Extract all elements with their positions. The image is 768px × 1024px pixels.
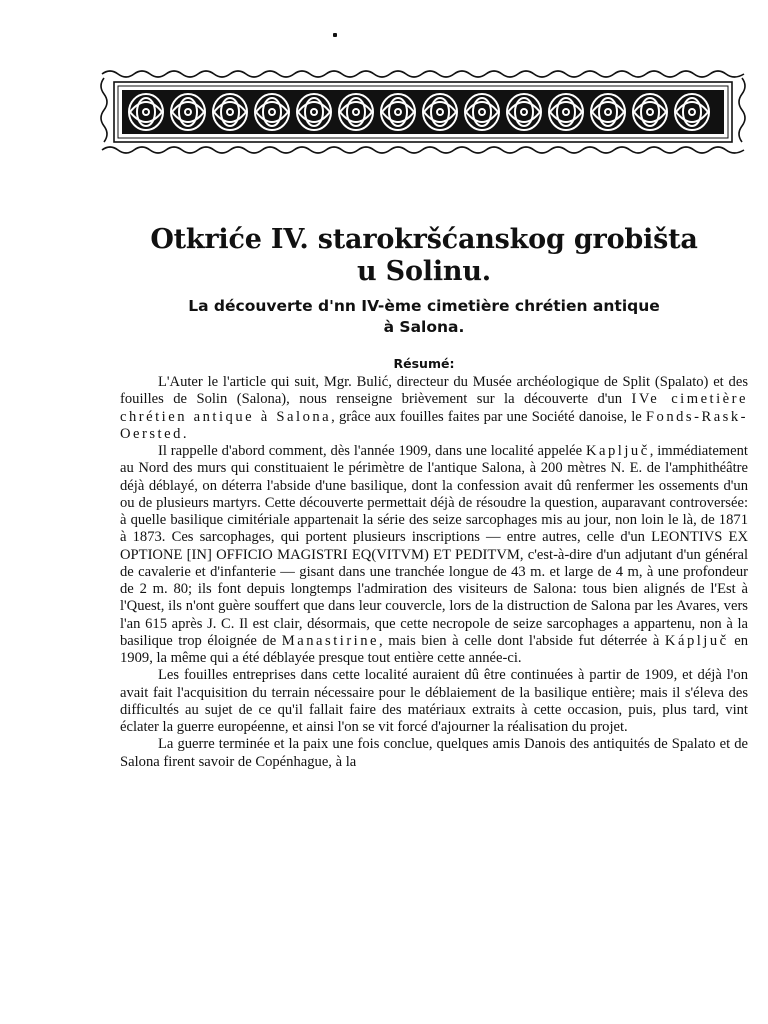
p2-text-e: , mais bien à celle dont l'abside fut déterrée à: [379, 632, 665, 649]
subtitle-line-2: à Salona.: [383, 318, 465, 336]
paragraph-3: Les fouilles entreprises dans cette localité auraient dû être continuées à partir de 1909, et déjà l'on avait fait l'acquisition du terrain nécessaire pour le déblaiement de la basilique entière; mais il s'éleva des difficultés au sujet de ce qu'il fallait faire des matériaux extraits à cette occasion, puis, plus tard, vint éclater la guerre européenne, et ainsi l'on se vit forcé d'ajourner la réalisation du projet.: [120, 667, 748, 735]
paragraph-1: [120, 374, 748, 443]
subtitle-line-1: La découverte d'nn IV-ème cimetière chrétien antique: [188, 297, 660, 315]
p1-text-a: L'Auter le l'article qui suit, Mgr. Bulić, directeur du Musée archéologique de Split (Spalato) et des fouilles de Solin (Salona), nous renseigne brièvement sur la découverte d'un: [120, 374, 748, 408]
title-line-2: u Solinu.: [357, 256, 491, 287]
title-line-1: Otkriće IV. starokršćanskog grobišta: [150, 224, 698, 255]
p2-place-manastirine: Manastirine: [281, 632, 380, 649]
p2-text-g: en 1909, la même qui a été déblayée presque tout entière cette année-ci.: [120, 632, 748, 666]
p1-fonds-name: Fonds-Rask-Oersted: [120, 408, 749, 442]
p2-place-kapljuc: Kapljuč: [585, 443, 650, 459]
p2-text-c: , immédiatement au Nord des murs qui constituaient le périmètre de l'antique Salona, à 200 mètres N. E. de l'amphithéâtre déjà déblayé, on déterra l'abside d'une basilique, dont la confession avait dû renfermer les ossements d'un ou de plusieurs martyrs. Cette découverte permettait déjà de résoudre la question, auparavant controversée: à quelle basilique cimitériale appartenait la série des seize sarcophages mis au jour, non loin le là, de 1871 à 1873. Ces sarcophages, qui portent plusieurs inscriptions — entre autres, celle d'un LEONTIVS EX OPTIONE [IN] OFFICIO MAGISTRI EQ(VITVM) ET PEDITVM, c'est-à-dire d'un adjutant d'un général de cavalerie et d'infanterie — gisant dans une tranchée longue de 43 m. et large de 4 m, à une profondeur de 2 m. 80; ils font depuis longtemps l'admiration des visiteurs de Salona: tous bien alignés de l'Est à l'Quest, ils n'ont guère souffert que dans leur couvercle, lors de la distruction de Salona par les Avares, vers l'an 615 après J. C. Il est clair, désormais, que cette necropole de seize sarcophages a appartenu, non à la basilique trop éloignée de: [120, 443, 748, 649]
french-subtitle: [96, 296, 752, 338]
ink-dot: [333, 33, 337, 37]
p1-text-e: .: [182, 425, 187, 442]
p2-text-a: Il rappelle d'abord comment, dès l'année 1909, dans une localité appelée: [158, 443, 586, 459]
page-title: [96, 224, 752, 288]
paragraph-2: [120, 443, 748, 667]
p2-place-kapljuc-2: Kápljuč: [664, 632, 729, 649]
body-text: [120, 374, 748, 771]
p1-text-c: , grâce aux fouilles faites par une Société danoise, le: [331, 408, 646, 425]
resume-heading: Résumé:: [393, 356, 455, 371]
decorative-knotwork-banner-icon: [98, 68, 748, 156]
paragraph-4: La guerre terminée et la paix une fois conclue, quelques amis Danois des antiquités de Spalato et de Salona firent savoir de Copénhague, à la: [120, 736, 748, 770]
p1-spaced-phrase: IVe cimetière chrétien antique à Salona: [120, 391, 748, 425]
